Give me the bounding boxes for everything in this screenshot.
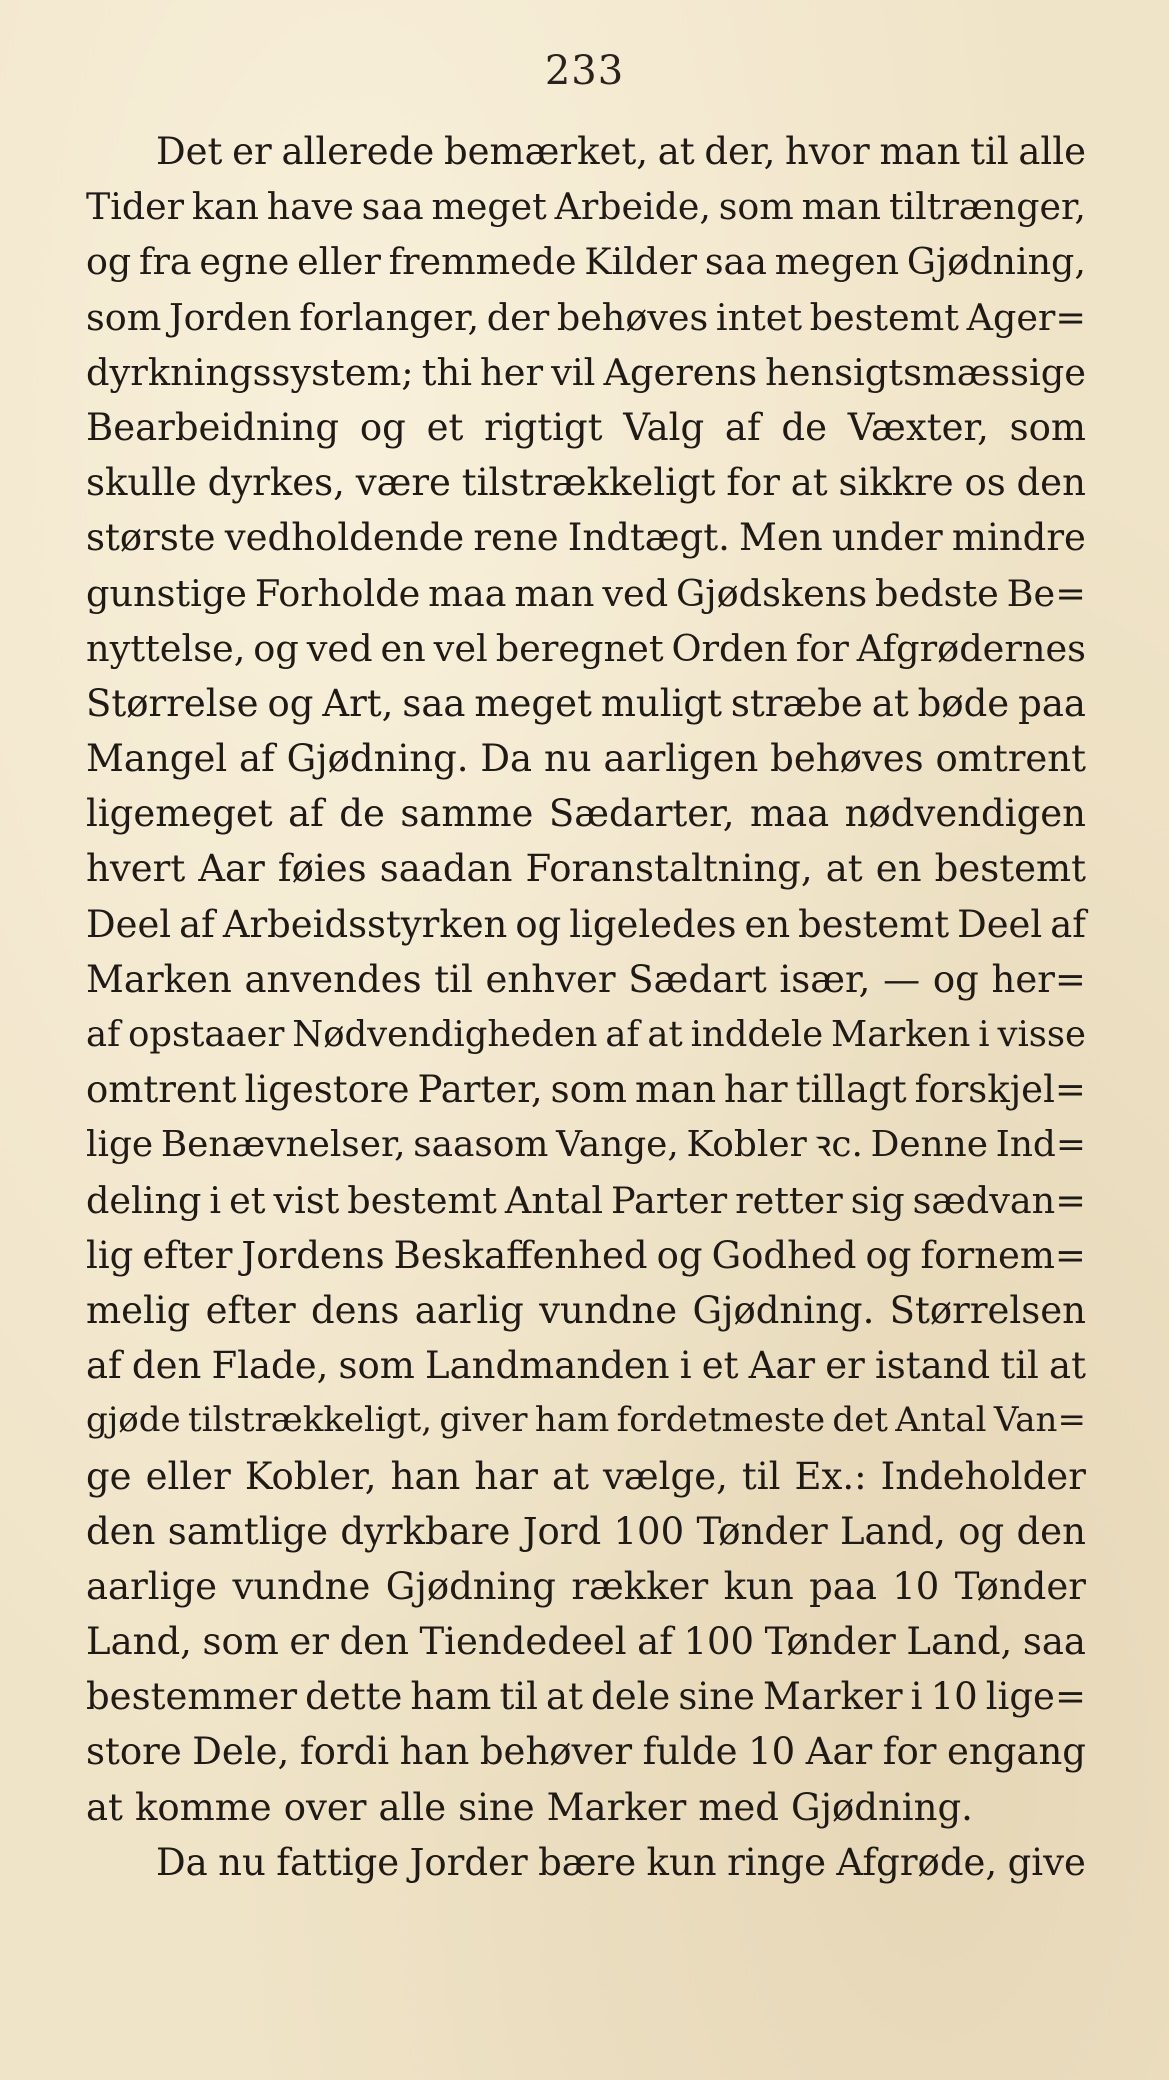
text-line: Mangel af Gjødning. Da nu aarligen behøves omtrent xyxy=(86,737,1086,781)
text-line: Det er allerede bemærket, at der, hvor man til alle xyxy=(156,130,1086,173)
text-line: Land, som er den Tiendedeel af 100 Tønder Land, saa xyxy=(86,1620,1086,1664)
text-line: omtrent ligestore Parter, som man har tillagt forskjel= xyxy=(86,1068,1086,1112)
text-line: store Dele, fordi han behøver fulde 10 Aar for engang xyxy=(86,1730,1086,1774)
text-line: og fra egne eller fremmede Kilder saa megen Gjødning, xyxy=(86,240,1086,284)
text-line: den samtlige dyrkbare Jord 100 Tønder Land, og den xyxy=(86,1509,1086,1553)
text-line: aarlige vundne Gjødning rækker kun paa 10 Tønder xyxy=(86,1564,1086,1608)
text-line: bestemmer dette ham til at dele sine Marker i 10 lige= xyxy=(86,1675,1086,1719)
text-line: melig efter dens aarlig vundne Gjødning. Størrelsen xyxy=(86,1288,1086,1332)
text-line: ge eller Kobler, han har at vælge, til Ex.: Indeholder xyxy=(86,1454,1086,1498)
text-line: ligemeget af de samme Sædarter, maa nødvendigen xyxy=(86,792,1086,836)
text-line: nyttelse, og ved en vel beregnet Orden for Afgrødernes xyxy=(86,626,1086,670)
text-line: at komme over alle sine Marker med Gjødning. xyxy=(86,1785,973,1829)
text-line: af opstaaer Nødvendigheden af at inddele Marken i visse xyxy=(86,1014,1086,1055)
text-line: lige Benævnelser, saasom Vange, Kobler ꝛc. Denne Ind= xyxy=(86,1124,1086,1166)
text-line: Da nu fattige Jorder bære kun ringe Afgrøde, give xyxy=(156,1840,1086,1884)
text-line: dyrkningssystem; thi her vil Agerens hensigtsmæssige xyxy=(86,350,1086,394)
text-line: deling i et vist bestemt Antal Parter retter sig sædvan= xyxy=(86,1178,1086,1222)
text-line: gunstige Forholde maa man ved Gjødskens bedste Be= xyxy=(86,571,1086,615)
text-line: gjøde tilstrækkeligt, giver ham fordetmeste det Antal Van= xyxy=(86,1400,1086,1441)
text-line: som Jorden forlanger, der behøves intet bestemt Ager= xyxy=(86,295,1086,339)
text-line: skulle dyrkes, være tilstrækkeligt for at sikkre os den xyxy=(86,461,1086,505)
text-line: af den Flade, som Landmanden i et Aar er istand til at xyxy=(86,1344,1086,1388)
text-line: hvert Aar føies saadan Foranstaltning, at en bestemt xyxy=(86,847,1086,891)
body-text xyxy=(86,124,1086,1890)
text-line: lig efter Jordens Beskaffenhed og Godhed og fornem= xyxy=(86,1233,1086,1277)
text-line: Marken anvendes til enhver Sædart især, — og her= xyxy=(86,957,1086,1001)
text-line: Størrelse og Art, saa meget muligt stræbe at bøde paa xyxy=(86,681,1086,725)
text-line: Tider kan have saa meget Arbeide, som man tiltrænger, xyxy=(86,185,1086,229)
text-line: Bearbeidning og et rigtigt Valg af de Væxter, som xyxy=(86,405,1086,449)
page-number: 233 xyxy=(544,48,625,94)
text-line: Deel af Arbeidsstyrken og ligeledes en bestemt Deel af xyxy=(86,902,1086,946)
text-line: største vedholdende rene Indtægt. Men under mindre xyxy=(86,516,1086,560)
